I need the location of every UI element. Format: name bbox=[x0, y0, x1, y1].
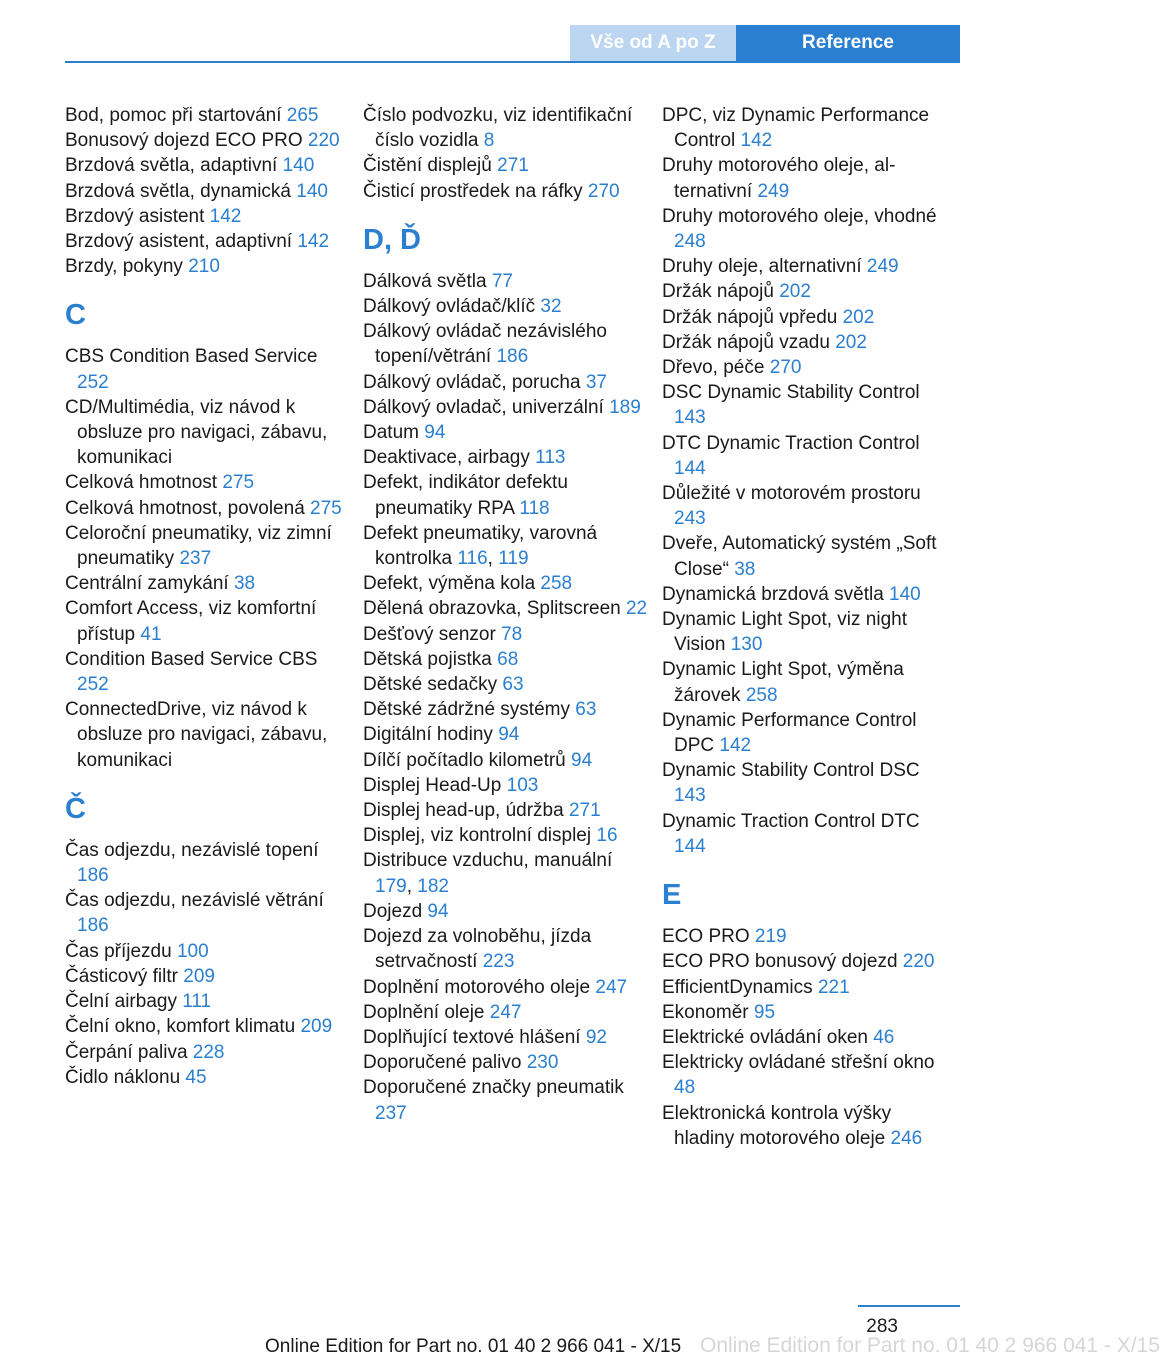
page-link[interactable]: 118 bbox=[519, 497, 550, 519]
index-entry: Doporučené značky pneumatik 237 bbox=[363, 1077, 624, 1124]
index-entry: Datum 94 bbox=[363, 422, 446, 444]
page-link[interactable]: 247 bbox=[489, 1001, 522, 1023]
index-entry: Dálkový ovládač nezávislého topení/větrání 186 bbox=[363, 321, 607, 368]
page-link[interactable]: 16 bbox=[596, 825, 618, 847]
page-link[interactable]: 220 bbox=[307, 130, 340, 152]
page-link[interactable]: 95 bbox=[753, 1001, 776, 1023]
index-entry: Brzdy, pokyny 210 bbox=[65, 256, 220, 278]
index-entry: Doporučené palivo 230 bbox=[363, 1052, 559, 1074]
index-entry: Čidlo náklonu 45 bbox=[65, 1066, 207, 1088]
index-entry: Ekonoměr 95 bbox=[662, 1001, 776, 1023]
edition-note: Online Edition for Part no. 01 40 2 966 041 - X/15 bbox=[265, 1336, 682, 1357]
index-entry: Dynamická brzdová světla 140 bbox=[662, 583, 921, 605]
page-link[interactable]: 116 bbox=[457, 548, 488, 570]
page-link[interactable]: 237 bbox=[179, 548, 212, 570]
page-link[interactable]: 37 bbox=[585, 371, 607, 393]
index-entry: Dynamic Traction Control DTC 144 bbox=[662, 810, 920, 857]
letter-heading-e: E bbox=[662, 879, 682, 912]
index-entry: Čistění displejů 271 bbox=[363, 155, 529, 177]
index-entry: Dynamic Stability Control DSC 143 bbox=[662, 760, 920, 807]
page-link[interactable]: 230 bbox=[526, 1052, 559, 1074]
page-link[interactable]: 202 bbox=[835, 331, 867, 353]
page-link[interactable]: 68 bbox=[497, 648, 519, 670]
page-link[interactable]: 41 bbox=[140, 623, 162, 645]
page-link[interactable]: 209 bbox=[183, 965, 215, 987]
index-entry: Doplnění motorového oleje 247 bbox=[363, 976, 628, 998]
index-entry: Důležité v motorovém prostoru 243 bbox=[662, 483, 921, 530]
page-link[interactable]: 265 bbox=[286, 105, 319, 126]
page-link[interactable]: 92 bbox=[585, 1026, 607, 1048]
page-link[interactable]: 189 bbox=[609, 396, 641, 418]
page-link[interactable]: 78 bbox=[501, 623, 523, 645]
page-link[interactable]: 32 bbox=[540, 296, 562, 318]
index-entry: Condition Based Service CBS 252 bbox=[65, 648, 318, 696]
index-entry: Držák nápojů 202 bbox=[662, 281, 811, 303]
page-link[interactable]: 270 bbox=[769, 357, 802, 379]
index-entry: Brzdová světla, adaptivní 140 bbox=[65, 155, 315, 177]
index-entry: Držák nápojů vpředu 202 bbox=[662, 306, 875, 328]
page-link[interactable]: 179 bbox=[375, 875, 407, 897]
index-entry: Čisticí prostředek na ráfky 270 bbox=[363, 180, 620, 202]
page-link[interactable]: 186 bbox=[496, 346, 529, 368]
index-entry: Celková hmotnost 275 bbox=[65, 472, 255, 494]
page-link[interactable]: 142 bbox=[740, 130, 773, 152]
page-link[interactable]: 45 bbox=[185, 1066, 207, 1088]
page-link[interactable]: 143 bbox=[674, 407, 706, 429]
page-link[interactable]: 48 bbox=[674, 1077, 696, 1099]
index-entry: Digitální hodiny 94 bbox=[363, 724, 520, 746]
page-link[interactable]: 182 bbox=[417, 875, 449, 897]
page-link[interactable]: 202 bbox=[779, 281, 811, 303]
page-link[interactable]: 100 bbox=[176, 940, 209, 962]
page-link[interactable]: 144 bbox=[674, 835, 706, 857]
index-entry: Dojezd za volnoběhu, jízda setrvačností 223 bbox=[363, 926, 592, 973]
index-entry: Dílčí počítadlo kilometrů 94 bbox=[363, 749, 593, 771]
page-link[interactable]: 210 bbox=[188, 256, 220, 278]
index-entry: Elektrické ovládání oken 46 bbox=[662, 1026, 895, 1048]
page-link[interactable]: 270 bbox=[587, 180, 620, 202]
page-link[interactable]: 223 bbox=[482, 951, 515, 973]
page-link[interactable]: 130 bbox=[730, 634, 763, 656]
page-link[interactable]: 258 bbox=[745, 684, 778, 706]
page-link[interactable]: 209 bbox=[300, 1016, 333, 1038]
page-link[interactable]: 38 bbox=[233, 573, 256, 595]
page-link[interactable]: 243 bbox=[674, 508, 706, 530]
index-entry: Doplňující textové hlášení 92 bbox=[363, 1026, 607, 1048]
page-link[interactable]: 111 bbox=[182, 991, 212, 1013]
index-entry: DTC Dynamic Traction Control 144 bbox=[662, 432, 920, 479]
page-link[interactable]: 186 bbox=[77, 915, 109, 937]
page-link[interactable]: 140 bbox=[282, 155, 315, 177]
index-entry: Elektricky ovládané střešní okno 48 bbox=[662, 1052, 935, 1099]
index-entry: Druhy motorového oleje, vhodné 248 bbox=[662, 205, 937, 253]
index-entry: Displej Head-Up 103 bbox=[363, 774, 539, 796]
index-entry: Defekt, výměna kola 258 bbox=[363, 573, 573, 595]
index-entry: Brzdový asistent, adaptivní 142 bbox=[65, 231, 330, 253]
page-link[interactable]: 94 bbox=[427, 900, 449, 922]
watermark: Online Edition for Part no. 01 40 2 966 041 - X/15 bbox=[700, 1334, 1160, 1357]
page-link[interactable]: 94 bbox=[498, 724, 520, 746]
page-link[interactable]: 63 bbox=[502, 674, 524, 696]
page-link[interactable]: 144 bbox=[674, 457, 706, 479]
index-entry: Brzdový asistent 142 bbox=[65, 205, 242, 227]
page-link[interactable]: 246 bbox=[890, 1127, 923, 1149]
page-link[interactable]: 22 bbox=[625, 598, 648, 620]
index-entry: CD/Multimédia, viz návod k obsluze pro navigaci, zábavu, komunikaci bbox=[65, 396, 328, 469]
index-entry: Dětské sedačky 63 bbox=[363, 674, 524, 696]
page-link[interactable]: 228 bbox=[192, 1041, 225, 1063]
page-link[interactable]: 202 bbox=[842, 306, 875, 328]
letter-heading-c-caron: Č bbox=[65, 792, 86, 825]
index-entry: Dveře, Automatický systém „Soft Close“ 38 bbox=[662, 533, 937, 580]
index-entry: Defekt, indikátor defektu pneumatiky RPA 118 bbox=[363, 472, 568, 519]
index-entry: Bod, pomoc při startování 265 bbox=[65, 105, 319, 126]
index-entry: Centrální zamykání 38 bbox=[65, 573, 256, 595]
page-link[interactable]: 252 bbox=[77, 674, 109, 696]
page-link[interactable]: 271 bbox=[568, 800, 601, 822]
page-link[interactable]: 103 bbox=[506, 774, 539, 796]
index-entry: Dešťový senzor 78 bbox=[363, 623, 523, 645]
index-entry: Celková hmotnost, povolená 275 bbox=[65, 497, 342, 519]
index-column-2 bbox=[363, 103, 648, 1126]
page-link[interactable]: 113 bbox=[535, 447, 566, 469]
page-link[interactable]: 237 bbox=[375, 1102, 407, 1124]
page-link[interactable]: 119 bbox=[498, 548, 529, 570]
page-link[interactable]: 143 bbox=[674, 785, 706, 807]
index-entry: Dřevo, péče 270 bbox=[662, 357, 802, 379]
section-tab: Vše od A po Z bbox=[570, 25, 736, 61]
page-link[interactable]: 142 bbox=[719, 735, 752, 757]
index-entry: Dělená obrazovka, Splitscreen 22 bbox=[363, 598, 648, 620]
index-entry: Distribuce vzduchu, manuální 179, 182 bbox=[363, 850, 613, 897]
page-link[interactable]: 271 bbox=[497, 155, 529, 177]
index-entry: Dětské zádržné systémy 63 bbox=[363, 699, 597, 721]
page-link[interactable]: 94 bbox=[424, 422, 446, 444]
index-entry: Doplnění oleje 247 bbox=[363, 1001, 522, 1023]
index-entry: Displej head-up, údržba 271 bbox=[363, 800, 601, 822]
index-entry: Dojezd 94 bbox=[363, 900, 449, 922]
index-entry: Čas odjezdu, nezávislé topení 186 bbox=[65, 839, 319, 887]
page-link[interactable]: 140 bbox=[296, 180, 328, 202]
index-entry: Brzdová světla, dynamická 140 bbox=[65, 180, 328, 202]
page-link[interactable]: 275 bbox=[310, 497, 342, 519]
chapter-tab: Reference bbox=[736, 25, 960, 61]
header-rule bbox=[65, 61, 960, 63]
page-link[interactable]: 94 bbox=[571, 749, 593, 771]
page-link[interactable]: 38 bbox=[734, 558, 756, 580]
page-link[interactable]: 275 bbox=[222, 472, 255, 494]
index-entry: Držák nápojů vzadu 202 bbox=[662, 331, 867, 353]
index-entry: Dynamic Performance Control DPC 142 bbox=[662, 709, 917, 757]
index-entry: Celoroční pneumatiky, viz zimní pneumatiky 237 bbox=[65, 522, 332, 570]
index-entry: ECO PRO 219 bbox=[662, 926, 787, 948]
index-column-3 bbox=[662, 103, 947, 1151]
page-link[interactable]: 219 bbox=[754, 926, 787, 948]
index-entry: Comfort Access, viz komfortní přístup 41 bbox=[65, 598, 317, 645]
index-entry: Dynamic Light Spot, výměna žárovek 258 bbox=[662, 659, 904, 706]
page-link[interactable]: 258 bbox=[540, 573, 573, 595]
index-entry: Druhy motorového oleje, alternativní 249 bbox=[662, 155, 896, 202]
index-entry: Čas příjezdu 100 bbox=[65, 940, 209, 962]
index-entry: Dálková světla 77 bbox=[363, 270, 513, 292]
index-entry: Dálkový ovládač, porucha 37 bbox=[363, 371, 607, 393]
page-link[interactable]: 140 bbox=[889, 583, 921, 605]
page-link[interactable]: 46 bbox=[873, 1026, 895, 1048]
index-entry: Čas odjezdu, nezávislé větrání 186 bbox=[65, 890, 324, 937]
page-link[interactable]: 77 bbox=[491, 270, 513, 292]
index-entry: Deaktivace, airbagy 113 bbox=[363, 447, 566, 469]
index-entry: ECO PRO bonusový dojezd 220 bbox=[662, 951, 935, 973]
index-entry: Čerpání paliva 228 bbox=[65, 1041, 225, 1063]
index-entry: Čelní airbagy 111 bbox=[65, 991, 212, 1013]
page-link[interactable]: 220 bbox=[902, 951, 935, 973]
page-link[interactable]: 249 bbox=[866, 256, 899, 278]
index-entry: DPC, viz Dynamic Performance Control 142 bbox=[662, 105, 930, 152]
index-entry: Dynamic Light Spot, viz night Vision 130 bbox=[662, 609, 908, 656]
index-entry: CBS Condition Based Service 252 bbox=[65, 346, 318, 393]
index-entry: Částicový filtr 209 bbox=[65, 965, 215, 987]
index-entry: DSC Dynamic Stability Control 143 bbox=[662, 382, 920, 429]
page-link[interactable]: 142 bbox=[297, 231, 330, 253]
page-link[interactable]: 221 bbox=[817, 976, 850, 998]
index-entry: Elektronická kontrola výšky hladiny motorového oleje 246 bbox=[662, 1102, 923, 1149]
index-entry: Dětská pojistka 68 bbox=[363, 648, 519, 670]
letter-heading-d: D, Ď bbox=[363, 223, 421, 256]
footer-rule bbox=[858, 1305, 960, 1307]
index-entry: Dálkový ovládač/klíč 32 bbox=[363, 296, 562, 318]
page-link[interactable]: 252 bbox=[77, 371, 109, 393]
page-link[interactable]: 142 bbox=[209, 205, 242, 227]
index-entry: ConnectedDrive, viz návod k obsluze pro navigaci, zábavu, komunikaci bbox=[65, 699, 328, 771]
page-link[interactable]: 8 bbox=[483, 130, 495, 152]
index-entry: Bonusový dojezd ECO PRO 220 bbox=[65, 130, 340, 152]
page-link[interactable]: 63 bbox=[575, 699, 597, 721]
letter-heading-c: C bbox=[65, 299, 86, 332]
page-link[interactable]: 186 bbox=[77, 865, 109, 887]
page-link[interactable]: 248 bbox=[674, 231, 706, 253]
index-column-1 bbox=[65, 103, 350, 1090]
index-entry: Dálkový ovladač, univerzální 189 bbox=[363, 396, 641, 418]
index-entry: EfficientDynamics 221 bbox=[662, 976, 850, 998]
index-entry: Displej, viz kontrolní displej 16 bbox=[363, 825, 618, 847]
index-entry: Číslo podvozku, viz identifikační číslo vozidla 8 bbox=[363, 105, 633, 152]
index-entry: Druhy oleje, alternativní 249 bbox=[662, 256, 899, 278]
page-number: 283 bbox=[866, 1316, 898, 1337]
page-link[interactable]: 249 bbox=[757, 180, 790, 202]
page-link[interactable]: 247 bbox=[595, 976, 628, 998]
index-entry: Čelní okno, komfort klimatu 209 bbox=[65, 1016, 333, 1038]
index-entry: Defekt pneumatiky, varovná kontrolka 116, 119 bbox=[363, 522, 598, 570]
